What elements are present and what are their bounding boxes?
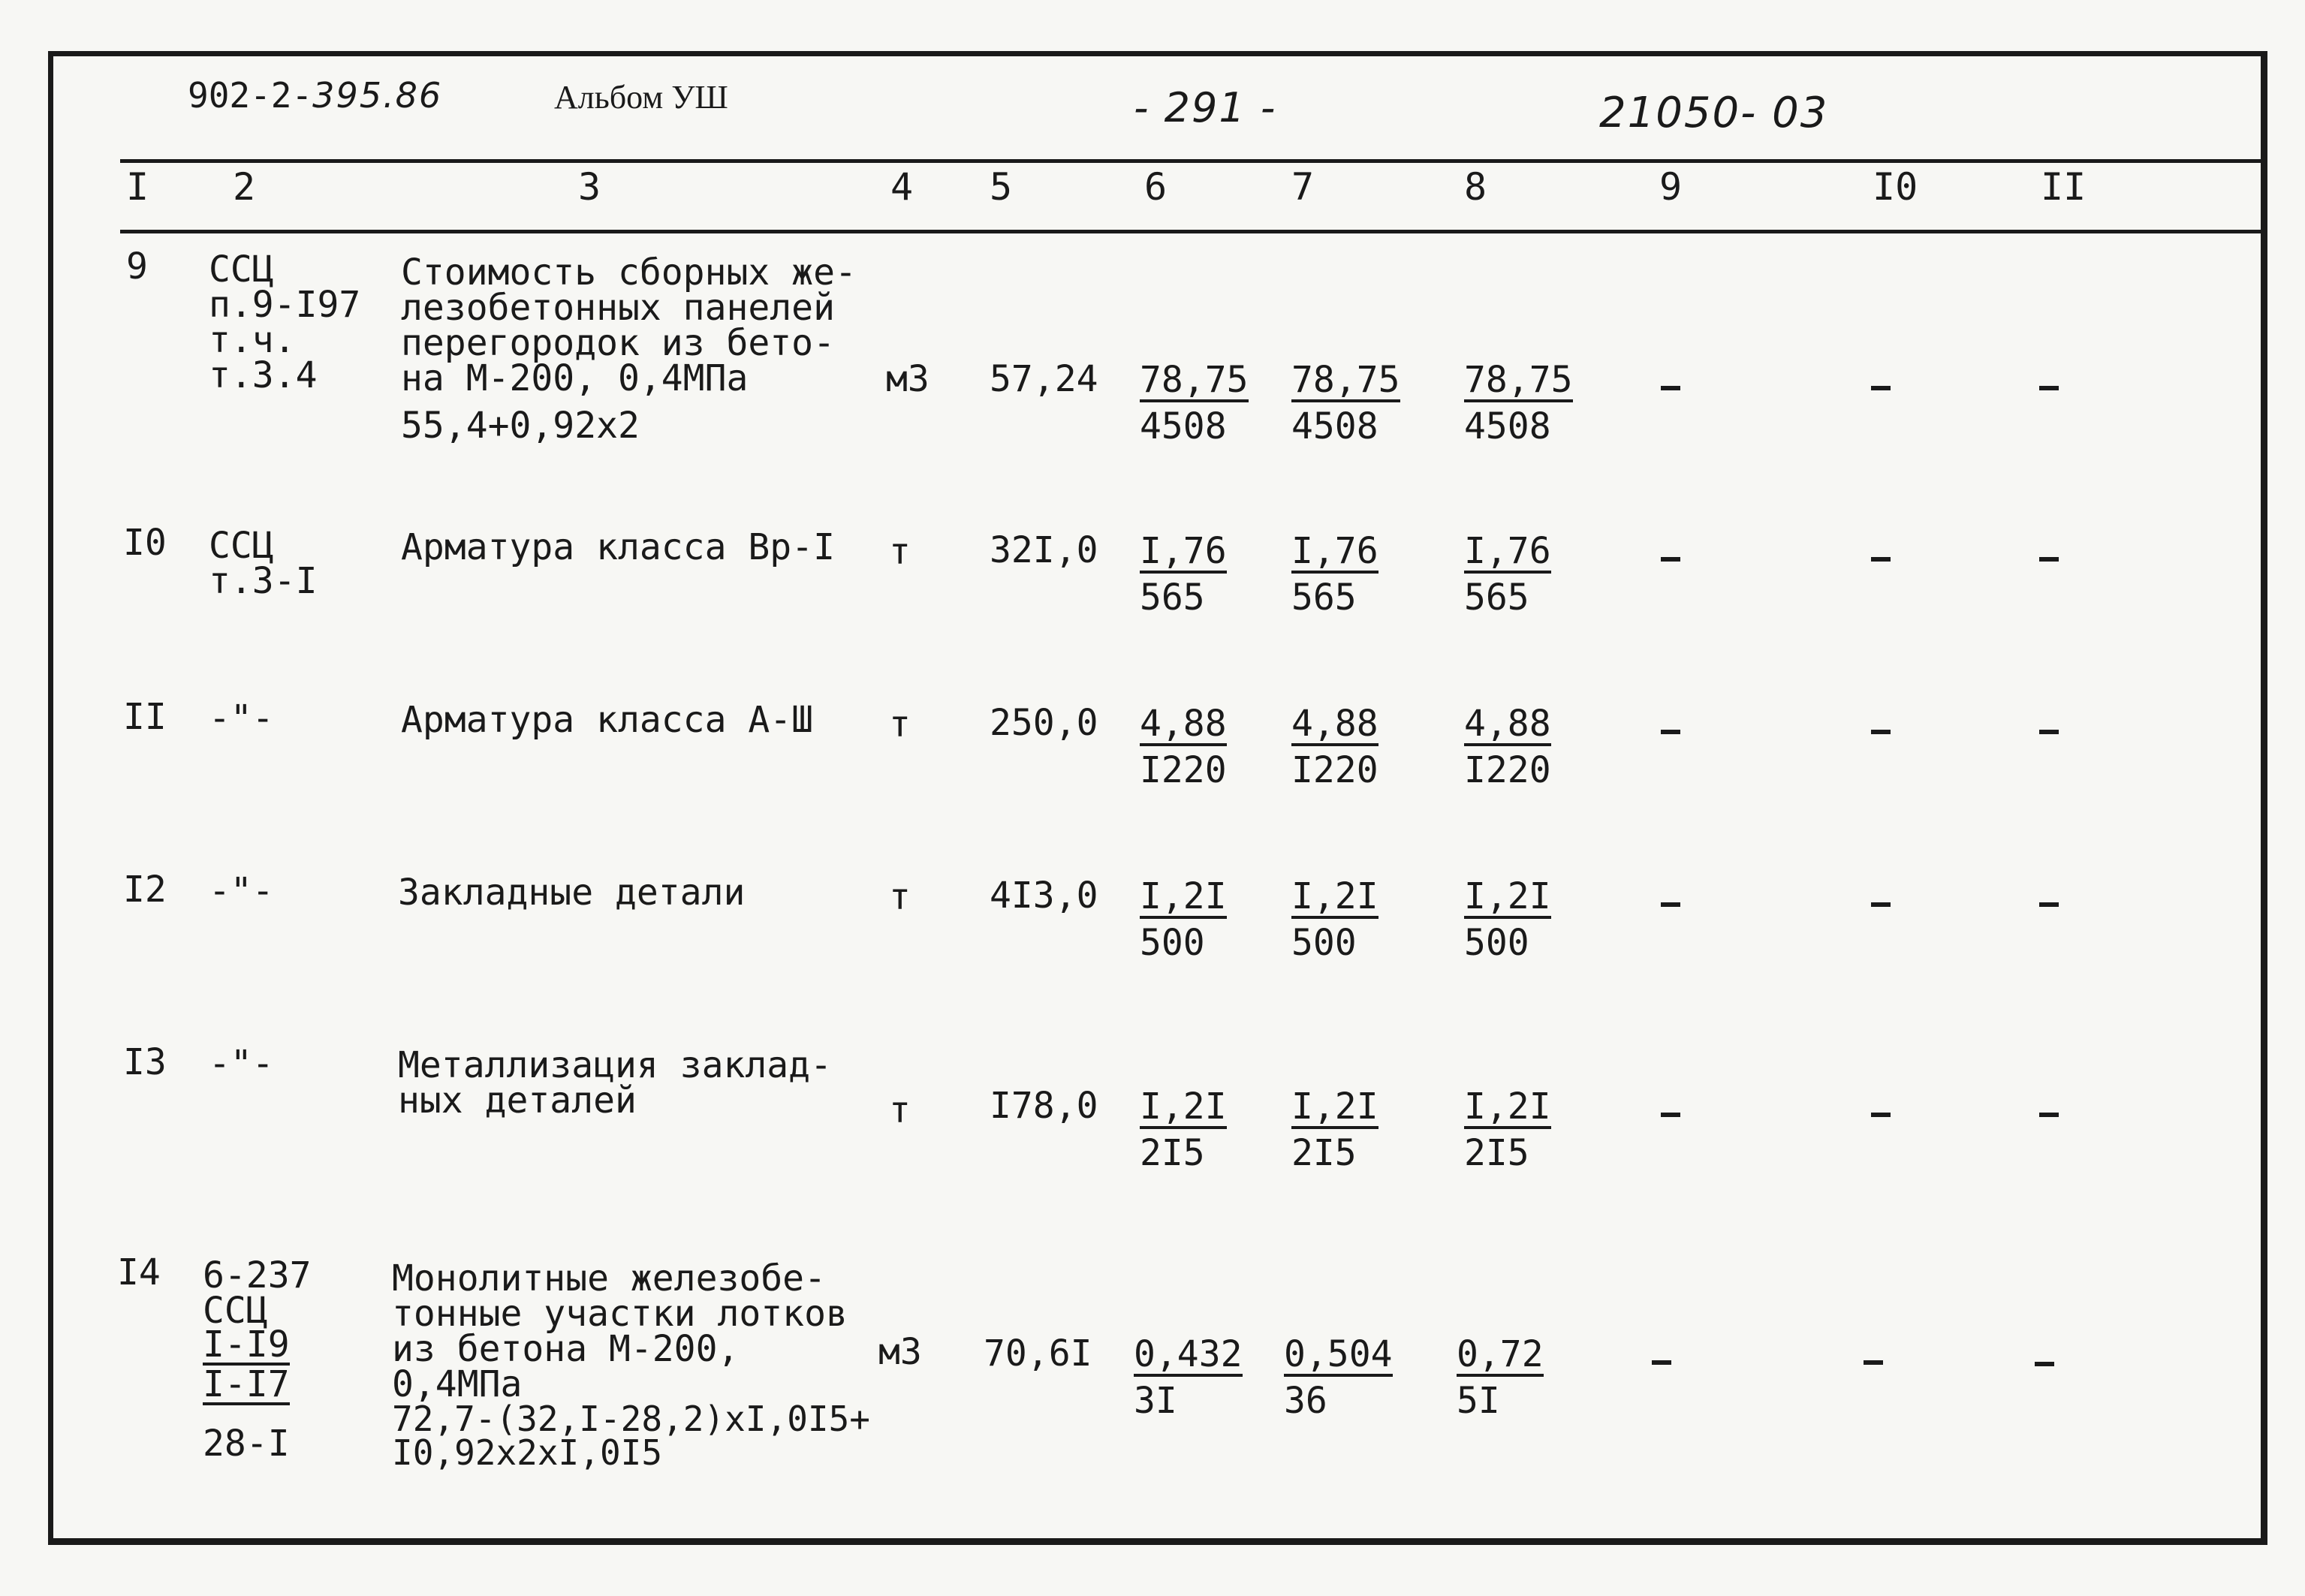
empty-dash: [1864, 1360, 1883, 1365]
row-quantity: I78,0: [990, 1085, 1098, 1127]
empty-dash: [1661, 902, 1680, 907]
column-number-8: 8: [1464, 165, 1487, 209]
empty-dash: [2039, 386, 2059, 390]
row-calculation: 55,4+0,92х2: [401, 405, 640, 447]
row-quantity: 4I3,0: [990, 875, 1098, 917]
row-reference: -"-: [209, 870, 274, 912]
empty-dash: [1661, 730, 1680, 734]
empty-dash: [2039, 1113, 2059, 1117]
row-unit: т: [889, 531, 911, 573]
cost-col-8: $\frac{I,2I}{2I5}$: [1464, 1086, 1551, 1174]
cost-col-6: $\frac{I,76}{565}$: [1140, 530, 1227, 619]
column-number-9: 9: [1659, 165, 1683, 209]
empty-dash: [1871, 730, 1891, 734]
column-number-5: 5: [990, 165, 1013, 209]
row-reference: ССЦ т.3-I: [209, 525, 318, 603]
cost-col-7: $\frac{78,75}{4508}$: [1291, 359, 1400, 447]
cost-col-7: $\frac{0,504}{36}$: [1284, 1333, 1393, 1422]
cost-col-8: $\frac{78,75}{4508}$: [1464, 359, 1573, 447]
row-reference: ССЦ п.9-I97 т.ч. т.3.4: [209, 248, 361, 397]
cost-col-6: $\frac{78,75}{4508}$: [1140, 359, 1249, 447]
empty-dash: [2039, 902, 2059, 907]
row-number: II: [123, 696, 167, 738]
header-top-rule: [120, 159, 2267, 163]
row-unit: т: [889, 703, 911, 745]
row-reference: -"-: [209, 697, 274, 739]
row-quantity: 32I,0: [990, 529, 1098, 571]
row-description: Стоимость сборных же- лезобетонных панелей перегородок из бето- на М-200, 0,4МПа: [401, 251, 857, 400]
row-reference-bottom: 28-I: [203, 1423, 290, 1465]
column-number-11: II: [2041, 165, 2087, 209]
column-number-6: 6: [1144, 165, 1168, 209]
project-number: 21050- 03: [1599, 89, 1829, 137]
document-code: 902-2-395.86: [188, 75, 443, 116]
row-description: Арматура класса А-Ш: [401, 699, 814, 741]
cost-col-7: $\frac{I,2I}{500}$: [1291, 875, 1378, 964]
row-number: I4: [117, 1251, 161, 1293]
row-reference-fraction: $\frac{I-I9}{I-I7}$: [203, 1323, 290, 1406]
row-number: 9: [126, 245, 148, 288]
cost-col-7: $\frac{I,2I}{2I5}$: [1291, 1086, 1378, 1174]
cost-col-7: $\frac{4,88}{I220}$: [1291, 703, 1378, 791]
empty-dash: [1871, 557, 1891, 562]
cost-col-8: $\frac{0,72}{5I}$: [1457, 1333, 1544, 1422]
row-unit: т: [889, 876, 911, 918]
empty-dash: [1871, 1113, 1891, 1117]
header-bottom-rule: [120, 230, 2267, 233]
row-unit: т: [889, 1089, 911, 1131]
cost-col-6: $\frac{I,2I}{2I5}$: [1140, 1086, 1227, 1174]
cost-col-6: $\frac{4,88}{I220}$: [1140, 703, 1227, 791]
cost-col-6: $\frac{I,2I}{500}$: [1140, 875, 1227, 964]
row-reference: 6-237 ССЦ: [203, 1254, 312, 1333]
cost-col-8: $\frac{I,2I}{500}$: [1464, 875, 1551, 964]
page-number: - 291 -: [1134, 84, 1277, 131]
album-label: Альбом УШ: [554, 79, 728, 116]
row-quantity: 57,24: [990, 358, 1098, 400]
empty-dash: [1661, 1113, 1680, 1117]
row-number: I2: [123, 869, 167, 911]
cost-col-7: $\frac{I,76}{565}$: [1291, 530, 1378, 619]
row-unit: м3: [878, 1331, 922, 1373]
empty-dash: [2039, 557, 2059, 562]
column-number-3: 3: [578, 165, 601, 209]
column-number-10: I0: [1873, 165, 1918, 209]
row-description: Металлизация заклад- ных деталей: [398, 1044, 832, 1122]
empty-dash: [1871, 902, 1891, 907]
empty-dash: [1661, 557, 1680, 562]
row-number: I0: [123, 522, 167, 564]
empty-dash: [2035, 1362, 2054, 1366]
empty-dash: [2039, 730, 2059, 734]
row-quantity: 70,6I: [984, 1333, 1092, 1375]
row-quantity: 250,0: [990, 702, 1098, 744]
empty-dash: [1652, 1360, 1671, 1365]
row-unit: м3: [886, 358, 930, 400]
row-number: I3: [123, 1041, 167, 1083]
column-number-4: 4: [890, 165, 914, 209]
row-description: Монолитные железобе- тонные участки лотков из бетона М-200, 0,4МПа: [392, 1257, 848, 1406]
row-calculation: 72,7-(32,I-28,2)хI,0I5+ I0,92х2хI,0I5: [392, 1399, 870, 1474]
cost-col-8: $\frac{I,76}{565}$: [1464, 530, 1551, 619]
row-reference: -"-: [209, 1043, 274, 1085]
column-number-7: 7: [1291, 165, 1315, 209]
cost-col-6: $\frac{0,432}{3I}$: [1134, 1333, 1243, 1422]
empty-dash: [1661, 386, 1680, 390]
cost-col-8: $\frac{4,88}{I220}$: [1464, 703, 1551, 791]
column-number-2: 2: [233, 165, 256, 209]
row-description: Закладные детали: [398, 872, 746, 914]
empty-dash: [1871, 386, 1891, 390]
column-number-1: I: [126, 165, 149, 209]
row-description: Арматура класса Вр-I: [401, 526, 835, 568]
page-frame: [48, 51, 2267, 1545]
